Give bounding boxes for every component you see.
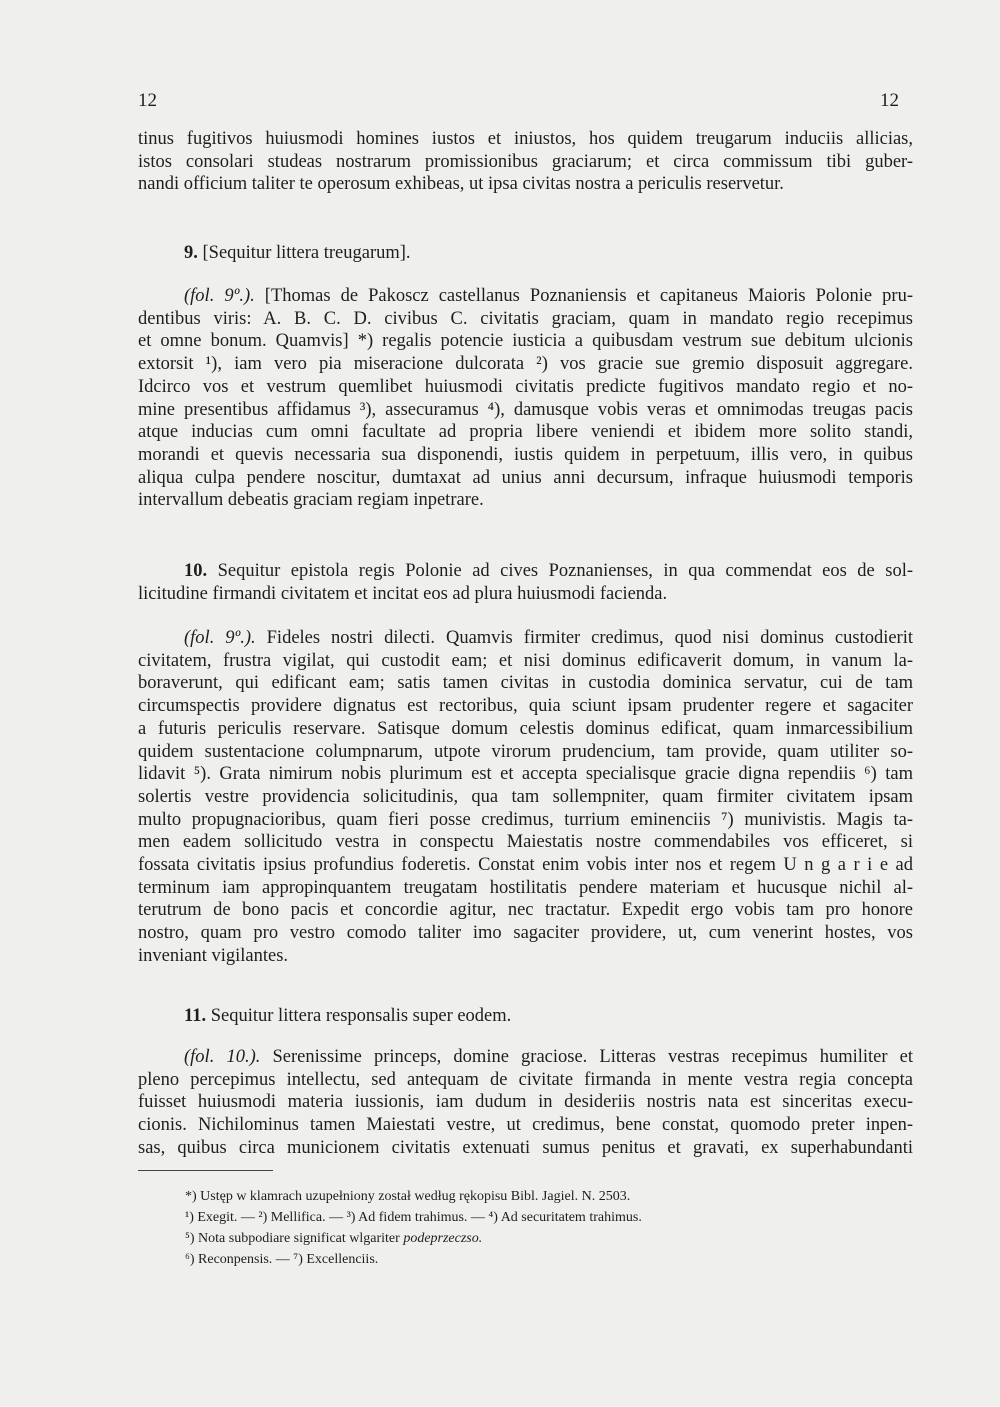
text-line: Idcirco vos et vestrum quemlibet huiusmodi civitatis predicte fugitivos mandato regio et no- — [138, 376, 913, 397]
text-line: circumspectis providere dignatus est rectoribus, quia sciunt ipsam prudenter regere et sagaciter — [138, 696, 913, 717]
section-10-heading — [138, 560, 913, 605]
text-line: istos consolari studeas nostrarum promissionibus graciarum; et circa commissum tibi guber- — [138, 151, 913, 172]
folio-reference: (fol. 9º.). — [184, 628, 256, 648]
text-line: intervallum debeatis graciam regiam inpetrare. — [138, 490, 484, 511]
text-line: tinus fugitivos huiusmodi homines iustos et iniustos, hos quidem treugarum induciis allicias, — [138, 129, 913, 149]
text-line: morandi et quevis necessaria sua disponendi, iustis quidem in perpetuum, illis vero, in quibus — [138, 444, 913, 465]
section-10-body — [138, 627, 913, 968]
text-line: quidem sustentacione columpnarum, utpote virorum prudencium, tam provide, quam utiliter so- — [138, 741, 913, 762]
text-fragment: Serenissime princeps, domine graciose. Litteras vestras recepimus humiliter et — [272, 1047, 913, 1067]
text-line: pleno percepimus intellectu, sed antequam de civitate firmanda in mente vestra regia concepta — [138, 1069, 913, 1090]
folio-reference: (fol. 10.). — [184, 1047, 261, 1067]
text-line — [138, 560, 913, 583]
page-number-right: 12 — [880, 90, 899, 111]
text-line: aliqua culpa pendere noscitur, dumtaxat ad unius anni decursum, infraque huiusmodi temporis — [138, 467, 913, 488]
section-9-heading — [184, 242, 411, 265]
section-number: 10. — [184, 561, 208, 581]
text-line: licitudine firmandi civitatem et incitat eos ad plura huiusmodi facienda. — [138, 583, 668, 604]
section-9-body — [138, 285, 913, 512]
section-title: [Sequitur littera treugarum]. — [202, 243, 411, 263]
text-line: men eadem sollicitudo vestra in conspectu Maiestatis nostre commendabiles vos efficeret, si — [138, 832, 913, 853]
section-11-heading — [184, 1005, 511, 1028]
section-title: Sequitur littera responsalis super eodem. — [210, 1006, 512, 1026]
text-line — [138, 627, 913, 650]
text-line: civitatem, frustra vigilat, qui custodit eam; et nisi dominus edificaverit domum, in vanum la- — [138, 650, 913, 671]
text-line: dentibus viris: A. B. C. D. civibus C. civitatis graciam, quam in mandato regio recepimus — [138, 308, 913, 329]
text-line: nandi officium taliter te operosum exhibeas, ut ipsa civitas nostra a periculis reservetur. — [138, 174, 784, 195]
text-line: fuisset huiusmodi materia iussionis, iam dudum in desideriis nostris nata est sinceritas execu- — [138, 1092, 913, 1113]
text-line — [138, 1046, 913, 1069]
text-line: nostro, quam pro vestro comodo taliter imo sagaciter providere, ut, cum venerint hostes, vos — [138, 923, 913, 944]
footnote-3 — [185, 1228, 482, 1249]
text-fragment: Sequitur epistola regis Polonie ad cives Poznanienses, in qua commendat eos de sol- — [217, 561, 913, 581]
text-line: cionis. Nichilominus tamen Maiestati vestre, ut credimus, bene constat, quomodo preter inpen- — [138, 1115, 913, 1136]
text-line: et omne bonum. Quamvis] *) regalis potencie iusticia a quibusdam vestrum sue debitum ulcionis — [138, 331, 913, 352]
text-fragment: [Thomas de Pakoscz castellanus Poznaniensis et capitaneus Maioris Polonie pru- — [264, 286, 913, 306]
text-line: sas, quibus circa municionem civitatis extenuati sumus penitus et gravati, ex superhabundanti — [138, 1137, 913, 1158]
footnote-separator — [138, 1170, 273, 1171]
footnote-term: podeprzeczso. — [403, 1231, 483, 1246]
text-line: mine presentibus affidamus ³), assecuramus ⁴), damusque vobis veras et omnimodas treugas pacis — [138, 399, 913, 420]
text-line: fossata civitatis ipsius profundius foderetis. Constat enim vobis inter nos et regem U n g a r i e ad — [138, 855, 913, 876]
footnote-2: ¹) Exegit. — ²) Mellifica. — ³) Ad fidem trahimus. — ⁴) Ad securitatem trahimus. — [185, 1210, 642, 1225]
text-line: atque inducias cum omni facultate ad propria libere veniendi et ibidem more solito standi, — [138, 422, 913, 443]
text-line: lidavit ⁵). Grata nimirum nobis plurimum est et accepta specialisque gracie digna rependiis ⁶) tam — [138, 764, 913, 785]
text-line: solertis vestre providencia solicitudinis, qua tam sollempniter, quam firmiter civitatem ipsam — [138, 786, 913, 807]
intro-paragraph — [138, 128, 913, 196]
text-line: extorsit ¹), iam vero pia miseracione dulcorata ²) vos gracie sue gremio disposuit aggregare. — [138, 354, 913, 375]
text-line: a futuris periculis reservare. Satisque domum celestis dominus edificat, quam inmarcessibilium — [138, 718, 913, 739]
text-line: multo propugnacioribus, quam fieri posse credimus, turrium eminenciis ⁷) munivistis. Magis ta- — [138, 809, 913, 830]
footnote-4: ⁶) Reconpensis. — ⁷) Excellenciis. — [185, 1252, 379, 1267]
footnote-1: *) Ustęp w klamrach uzupełniony został według rękopisu Bibl. Jagiel. N. 2503. — [185, 1189, 631, 1204]
text-line: boraverunt, qui edificant eam; satis tamen civitas in custodia dominica servatur, cui de tam — [138, 673, 913, 694]
folio-reference: (fol. 9º.). — [184, 286, 255, 306]
text-line: terminum iam appropinquantem treugatam hostilitatis pendere materiam et hucusque nichil al- — [138, 877, 913, 898]
text-line — [138, 285, 913, 308]
page-number-left: 12 — [138, 90, 157, 111]
section-11-body — [138, 1046, 913, 1160]
text-line: inveniant vigilantes. — [138, 945, 289, 966]
footnote-text: ⁵) Nota subpodiare significat wlgariter — [185, 1231, 400, 1246]
text-fragment: Fideles nostri dilecti. Quamvis firmiter credimus, quod nisi dominus custodierit — [266, 628, 913, 648]
section-number: 11. — [184, 1006, 207, 1026]
section-number: 9. — [184, 243, 198, 263]
text-line: terutrum de bono pacis et concordie agitur, nec tractatur. Expedit ergo vobis tam pro honore — [138, 900, 913, 921]
